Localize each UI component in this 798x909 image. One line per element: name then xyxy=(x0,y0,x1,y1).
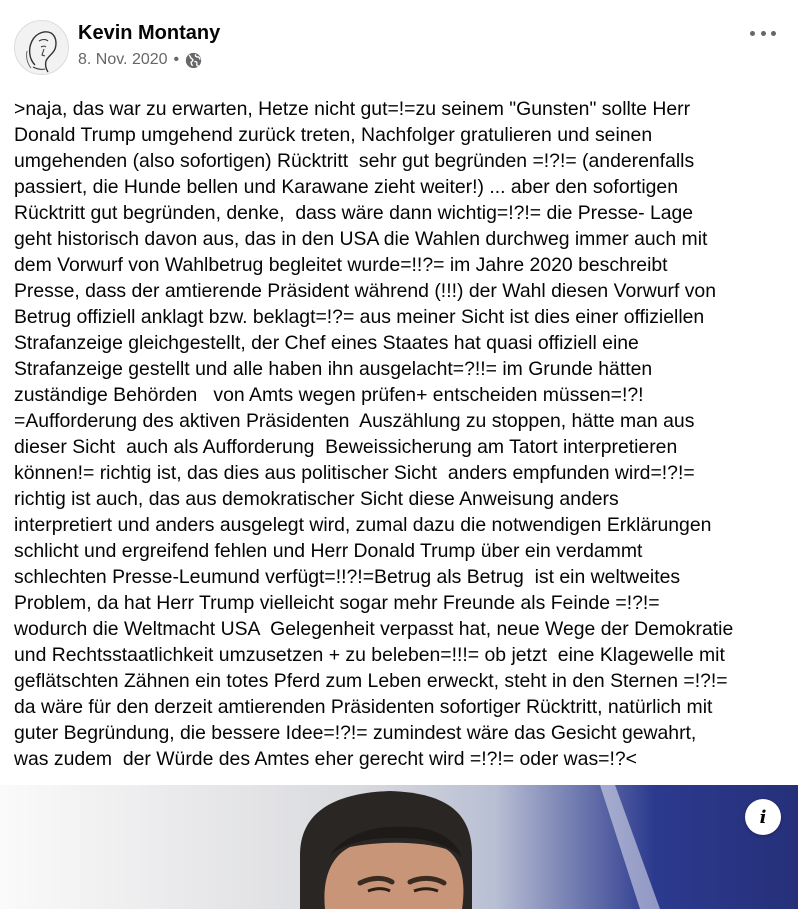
post-meta xyxy=(78,51,202,69)
author-name[interactable]: Kevin Montany xyxy=(78,22,221,44)
post-photo[interactable] xyxy=(0,785,798,909)
more-dot xyxy=(761,31,766,36)
post-date[interactable]: 8. Nov. 2020 xyxy=(78,51,168,68)
photo-person-icon xyxy=(0,785,798,909)
more-dot xyxy=(750,31,755,36)
more-options-icon[interactable] xyxy=(750,26,776,40)
avatar[interactable] xyxy=(14,20,69,75)
more-dot xyxy=(771,31,776,36)
post-text: >naja, das war zu erwarten, Hetze nicht gut=!=zu seinem "Gunsten" sollte Herr Donald Trump umgehend zurück treten, Nachfolger gratulieren und seinen umgehenden (also sofortigen) Rücktritt sehr gut begründen =!?!= (anderenfalls passiert, die Hunde bellen und Karawane zieht weiter!) ... aber den sofortigen Rücktritt gut begründen, denke, dass wäre dann wichtig=!?!= die Presse- Lage geht historisch davon aus, das in den USA die Wahlen durchweg immer auch mit dem Vorwurf von Wahlbetrug begleitet wurde=!!?= im Jahre 2020 beschreibt Presse, dass der amtierende Präsident während (!!!) der Wahl diesen Vorwurf von Betrug offiziell anklagt bzw. beklagt=!?= aus meiner Sicht ist dies einer offiziellen Strafanzeige gleichgestellt, der Chef eines Staates hat quasi offiziell eine Strafanzeige gestellt und alle haben ihn ausgelacht=?!!= im Grunde hätten zuständige Behörden von Amts wegen prüfen+ entscheiden müssen=!?! =Aufforderung des aktiven Präsidenten Auszählung zu stoppen, hätte man aus dieser Sicht auch als Aufforderung Beweissicherung am Tatort interpretieren können!= richtig ist, das dies aus politischer Sicht anders empfunden wird=!?!= richtig ist auch, das aus demokratischer Sicht diese Anweisung anders interpretiert und anders ausgelegt wird, zumal dazu die notwendigen Erklärungen schlicht und ergreifend fehlen und Herr Donald Trump über ein verdammt schlechten Presse-Leumund verfügt=!!?!=Betrug als Betrug ist ein weltweites Problem, da hat Herr Trump vielleicht sogar mehr Freunde als Feinde =!?!= wodurch die Weltmacht USA Gelegenheit verpasst hat, neue Wege der Demokratie und Rechtsstaatlichkeit umzusetzen + zu beleben=!!!= ob jetzt eine Klagewelle mit geflätschten Zähnen ein totes Pferd zum Leben erweckt, steht in den Sternen =!?!= da wäre für den derzeit amtierenden Präsidenten sofortiger Rücktritt, natürlich mit guter Begründung, die bessere Idee=!?!= zumindest wäre das Gesicht gewahrt, was zudem der Würde des Amtes eher gerecht wird =!?!= oder was=!?< xyxy=(14,98,734,770)
globe-icon[interactable] xyxy=(185,52,202,69)
meta-separator: • xyxy=(173,51,180,68)
post-header xyxy=(0,0,798,90)
info-button[interactable]: i xyxy=(745,799,781,835)
avatar-sketch-icon xyxy=(15,21,68,74)
